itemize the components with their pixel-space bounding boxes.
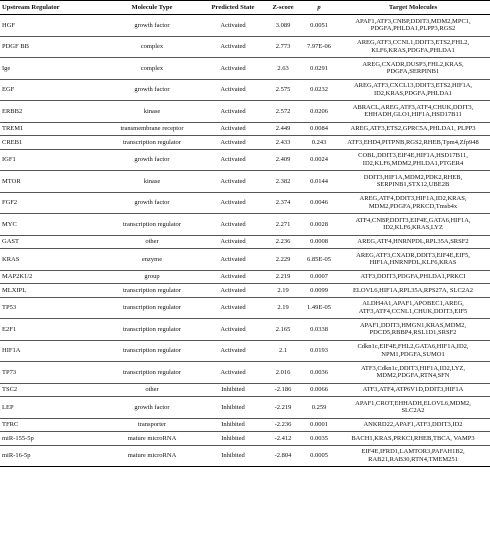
target-molecules-line: SLC2A2 bbox=[401, 407, 425, 415]
target-molecules-line: MDM2,PDGFA,RTN4,SFN bbox=[376, 372, 450, 380]
table-row bbox=[0, 235, 490, 249]
z-score-cell: 2.219 bbox=[264, 270, 302, 284]
table-row bbox=[0, 284, 490, 298]
z-score-cell: -2.236 bbox=[264, 418, 302, 432]
predicted-state-cell: Inhibited bbox=[202, 418, 264, 432]
p-value-cell: 6.85E-05 bbox=[302, 249, 336, 271]
z-score-cell: 2.19 bbox=[264, 284, 302, 298]
regulator-cell: TP53 bbox=[0, 297, 102, 319]
predicted-state-cell: Inhibited bbox=[202, 445, 264, 467]
regulator-cell: MTOR bbox=[0, 171, 102, 193]
z-score-cell: 2.575 bbox=[264, 79, 302, 101]
molecule-type-cell: growth factor bbox=[102, 192, 202, 214]
target-molecules-cell bbox=[336, 171, 490, 193]
target-molecules-line: ATF4,CNBP,DDIT3,EIF4E,GATA6,HIF1A, bbox=[355, 216, 471, 224]
target-molecules-line: AREG,ATF3,CXCL13,DDIT3,ETS2,HIF1A, bbox=[353, 82, 473, 90]
z-score-cell: -2.804 bbox=[264, 445, 302, 467]
target-molecules-line: AREG,ATF4,HNRNPDL,RPL35A,SRSF2 bbox=[357, 238, 469, 246]
p-value-cell: 0.243 bbox=[302, 136, 336, 150]
predicted-state-cell: Activated bbox=[202, 136, 264, 150]
target-molecules-cell bbox=[336, 249, 490, 271]
header-upstream-regulator: Upstream Regulator bbox=[0, 1, 102, 15]
molecule-type-cell: complex bbox=[102, 36, 202, 58]
target-molecules-cell bbox=[336, 270, 490, 284]
p-value-cell: 0.0051 bbox=[302, 15, 336, 37]
predicted-state-cell: Activated bbox=[202, 249, 264, 271]
table-row bbox=[0, 192, 490, 214]
predicted-state-cell: Activated bbox=[202, 149, 264, 171]
target-molecules-line: HIF1A,HNRNPDL,KLF6,KRAS bbox=[369, 259, 457, 267]
molecule-type-cell: growth factor bbox=[102, 149, 202, 171]
p-value-cell: 0.0338 bbox=[302, 319, 336, 341]
target-molecules-line: EIF4E,IFRD1,LAMTOR3,PAFAH1B2, bbox=[361, 448, 465, 456]
p-value-cell: 0.0232 bbox=[302, 79, 336, 101]
p-value-cell: 0.0291 bbox=[302, 58, 336, 80]
p-value-cell: 0.0028 bbox=[302, 214, 336, 236]
table-row bbox=[0, 418, 490, 432]
predicted-state-cell: Activated bbox=[202, 362, 264, 384]
target-molecules-line: DDIT3,HIF1A,MDM2,PDK2,RHEB, bbox=[363, 173, 463, 181]
molecule-type-cell: transcription regulator bbox=[102, 297, 202, 319]
target-molecules-line: PDGFA,PHLDA1,PLPP3,RGS2 bbox=[370, 25, 456, 33]
table-row bbox=[0, 432, 490, 446]
target-molecules-line: ID2,KLF6,MDM2,PHLDA1,PTGER4 bbox=[362, 159, 464, 167]
target-molecules-cell bbox=[336, 340, 490, 362]
z-score-cell: 2.271 bbox=[264, 214, 302, 236]
molecule-type-cell: kinase bbox=[102, 171, 202, 193]
target-molecules-line: ATF3,Cdkn1c,DDIT3,HIF1A,ID2,LYZ, bbox=[360, 364, 466, 372]
predicted-state-cell: Inhibited bbox=[202, 432, 264, 446]
target-molecules-line: COBL,DDIT3,EIF4E,HIF1A,HSD17B11, bbox=[358, 152, 468, 160]
table-row bbox=[0, 362, 490, 384]
regulator-cell: PDGF BB bbox=[0, 36, 102, 58]
regulator-cell: EGF bbox=[0, 79, 102, 101]
target-molecules-cell bbox=[336, 432, 490, 446]
z-score-cell: 2.229 bbox=[264, 249, 302, 271]
header-predicted-state: Predicted State bbox=[202, 1, 264, 15]
p-value-cell: 0.0036 bbox=[302, 362, 336, 384]
regulator-cell: miR-155-5p bbox=[0, 432, 102, 446]
predicted-state-cell: Activated bbox=[202, 235, 264, 249]
z-score-cell: 2.165 bbox=[264, 319, 302, 341]
regulator-cell: TSC2 bbox=[0, 383, 102, 397]
z-score-cell: 2.773 bbox=[264, 36, 302, 58]
regulator-cell: ERBB2 bbox=[0, 101, 102, 123]
z-score-cell: -2.186 bbox=[264, 383, 302, 397]
p-value-cell: 0.259 bbox=[302, 397, 336, 419]
target-molecules-line: AREG,ATF3,CXADR,DDIT3,EIF4E,EIF5, bbox=[356, 251, 470, 259]
table-row bbox=[0, 15, 490, 37]
target-molecules-line: AREG,CXADR,DUSP3,FHL2,KRAS, bbox=[362, 60, 464, 68]
molecule-type-cell: transporter bbox=[102, 418, 202, 432]
target-molecules-line: ELOVL6,HIF1A,RPL35A,RPS27A, SLC2A2 bbox=[352, 286, 474, 294]
target-molecules-line: SERPINB1,STX12,UBE2B bbox=[376, 181, 450, 189]
p-value-cell: 0.0001 bbox=[302, 418, 336, 432]
regulator-cell: TFRC bbox=[0, 418, 102, 432]
z-score-cell: 2.236 bbox=[264, 235, 302, 249]
target-molecules-line: ATF3,EHD4,PITPNB,RGS2,RHEB,Tpm4,Zfp948 bbox=[347, 138, 479, 146]
target-molecules-cell bbox=[336, 383, 490, 397]
target-molecules-line: PDGFA,SERPINB1 bbox=[386, 68, 440, 76]
target-molecules-cell bbox=[336, 79, 490, 101]
molecule-type-cell: transcription regulator bbox=[102, 362, 202, 384]
target-molecules-line: EHHADH,GLO1,HIF1A,HSD17B11 bbox=[364, 111, 462, 119]
target-molecules-cell bbox=[336, 284, 490, 298]
z-score-cell: 2.1 bbox=[264, 340, 302, 362]
regulator-cell: TREM1 bbox=[0, 122, 102, 136]
target-molecules-cell bbox=[336, 122, 490, 136]
z-score-cell: 2.374 bbox=[264, 192, 302, 214]
regulator-cell: CREB1 bbox=[0, 136, 102, 150]
target-molecules-line: APAF1,CROT,EHHADH,ELOVL6,MDM2, bbox=[355, 399, 471, 407]
target-molecules-cell bbox=[336, 136, 490, 150]
target-molecules-line: PDCD5,RBBP4,RSL1D1,SRSF2 bbox=[369, 329, 457, 337]
table-row bbox=[0, 122, 490, 136]
target-molecules-cell bbox=[336, 418, 490, 432]
molecule-type-cell: mature microRNA bbox=[102, 432, 202, 446]
regulator-cell: MYC bbox=[0, 214, 102, 236]
molecule-type-cell: complex bbox=[102, 58, 202, 80]
regulator-cell: LEP bbox=[0, 397, 102, 419]
table-row bbox=[0, 397, 490, 419]
regulator-cell: Ige bbox=[0, 58, 102, 80]
regulator-cell: MAP2K1/2 bbox=[0, 270, 102, 284]
target-molecules-line: ATF3,ATF4,ATP6V1D,DDIT3,HIF1A bbox=[362, 386, 464, 394]
molecule-type-cell: transcription regulator bbox=[102, 136, 202, 150]
target-molecules-line: ID2,KLF6,KRAS,LYZ bbox=[383, 224, 443, 232]
p-value-cell: 0.0024 bbox=[302, 149, 336, 171]
table-row bbox=[0, 36, 490, 58]
table-row bbox=[0, 214, 490, 236]
predicted-state-cell: Activated bbox=[202, 214, 264, 236]
table-row bbox=[0, 171, 490, 193]
molecule-type-cell: growth factor bbox=[102, 15, 202, 37]
target-molecules-line: ID2,KRAS,PDGFA,PHLDA1 bbox=[373, 89, 453, 97]
target-molecules-cell bbox=[336, 36, 490, 58]
table-row bbox=[0, 58, 490, 80]
z-score-cell: 2.409 bbox=[264, 149, 302, 171]
predicted-state-cell: Activated bbox=[202, 192, 264, 214]
table-row bbox=[0, 149, 490, 171]
target-molecules-cell bbox=[336, 445, 490, 467]
p-value-cell: 0.0035 bbox=[302, 432, 336, 446]
z-score-cell: 2.572 bbox=[264, 101, 302, 123]
regulator-cell: HGF bbox=[0, 15, 102, 37]
regulator-cell: TP73 bbox=[0, 362, 102, 384]
header-molecule-type: Molecule Type bbox=[102, 1, 202, 15]
predicted-state-cell: Activated bbox=[202, 340, 264, 362]
target-molecules-line: NPM1,PDGFA,SUMO1 bbox=[381, 350, 445, 358]
predicted-state-cell: Inhibited bbox=[202, 383, 264, 397]
molecule-type-cell: other bbox=[102, 383, 202, 397]
z-score-cell: -2.219 bbox=[264, 397, 302, 419]
table-header bbox=[0, 1, 490, 15]
p-value-cell: 0.0206 bbox=[302, 101, 336, 123]
molecule-type-cell: kinase bbox=[102, 101, 202, 123]
molecule-type-cell: transcription regulator bbox=[102, 319, 202, 341]
z-score-cell: 2.382 bbox=[264, 171, 302, 193]
predicted-state-cell: Activated bbox=[202, 58, 264, 80]
target-molecules-line: ATF3,ATF4,CCNL1,CHUK,DDIT3,EIF5 bbox=[358, 307, 468, 315]
table-row bbox=[0, 101, 490, 123]
p-value-cell: 0.0005 bbox=[302, 445, 336, 467]
molecule-type-cell: enzyme bbox=[102, 249, 202, 271]
target-molecules-cell bbox=[336, 235, 490, 249]
target-molecules-line: APAF1,ATF3,CNBP,DDIT3,MDM2,MPC1, bbox=[355, 17, 471, 25]
table-row bbox=[0, 249, 490, 271]
target-molecules-line: ABRACL,AREG,ATF3,ATF4,CHUK,DDIT3, bbox=[352, 103, 474, 111]
p-value-cell: 1.49E-05 bbox=[302, 297, 336, 319]
target-molecules-cell bbox=[336, 101, 490, 123]
p-value-cell: 0.0144 bbox=[302, 171, 336, 193]
predicted-state-cell: Activated bbox=[202, 15, 264, 37]
molecule-type-cell: transmembrane receptor bbox=[102, 122, 202, 136]
p-value-cell: 0.0193 bbox=[302, 340, 336, 362]
p-value-cell: 0.0099 bbox=[302, 284, 336, 298]
molecule-type-cell: growth factor bbox=[102, 79, 202, 101]
target-molecules-cell bbox=[336, 192, 490, 214]
target-molecules-line: AREG,ATF3,ETS2,GPRC5A,PHLDA1, PLPP3 bbox=[350, 125, 476, 133]
regulator-cell: FGF2 bbox=[0, 192, 102, 214]
p-value-cell: 0.0066 bbox=[302, 383, 336, 397]
regulator-cell: E2F1 bbox=[0, 319, 102, 341]
molecule-type-cell: transcription regulator bbox=[102, 214, 202, 236]
target-molecules-cell bbox=[336, 362, 490, 384]
header-target-molecules: Target Molecules bbox=[336, 1, 490, 15]
header-p-value: p bbox=[302, 1, 336, 15]
predicted-state-cell: Inhibited bbox=[202, 397, 264, 419]
z-score-cell: -2.412 bbox=[264, 432, 302, 446]
header-row bbox=[0, 1, 490, 15]
regulator-cell: IGF1 bbox=[0, 149, 102, 171]
table-row bbox=[0, 136, 490, 150]
predicted-state-cell: Activated bbox=[202, 79, 264, 101]
target-molecules-line: APAF1,DDIT3,HMGN1,KRAS,MDM2, bbox=[359, 321, 467, 329]
target-molecules-cell bbox=[336, 397, 490, 419]
target-molecules-line: RAB21,RAB30,RTN4,TMEM251 bbox=[368, 455, 458, 463]
z-score-cell: 2.433 bbox=[264, 136, 302, 150]
molecule-type-cell: group bbox=[102, 270, 202, 284]
target-molecules-line: AREG,ATF4,DDIT3,HIF1A,ID2,KRAS, bbox=[359, 195, 467, 203]
target-molecules-line: KLF6,KRAS,PDGFA,PHLDA1 bbox=[371, 46, 455, 54]
molecule-type-cell: mature microRNA bbox=[102, 445, 202, 467]
table-row bbox=[0, 79, 490, 101]
table-row bbox=[0, 383, 490, 397]
target-molecules-line: Cdkn1c,EIF4E,FHL2,GATA6,HIF1A,ID2, bbox=[357, 343, 469, 351]
molecule-type-cell: transcription regulator bbox=[102, 284, 202, 298]
molecule-type-cell: transcription regulator bbox=[102, 340, 202, 362]
z-score-cell: 3.089 bbox=[264, 15, 302, 37]
target-molecules-cell bbox=[336, 297, 490, 319]
target-molecules-cell bbox=[336, 15, 490, 37]
table-row bbox=[0, 340, 490, 362]
z-score-cell: 2.016 bbox=[264, 362, 302, 384]
regulator-cell: KRAS bbox=[0, 249, 102, 271]
molecule-type-cell: growth factor bbox=[102, 397, 202, 419]
target-molecules-line: MDM2,PDGFA,PRKCD,Tmsb4x bbox=[368, 202, 458, 210]
table-row bbox=[0, 270, 490, 284]
p-value-cell: 0.0084 bbox=[302, 122, 336, 136]
z-score-cell: 2.63 bbox=[264, 58, 302, 80]
predicted-state-cell: Activated bbox=[202, 284, 264, 298]
p-value-cell: 0.0007 bbox=[302, 270, 336, 284]
target-molecules-cell bbox=[336, 149, 490, 171]
predicted-state-cell: Activated bbox=[202, 101, 264, 123]
header-z-score: Z-score bbox=[264, 1, 302, 15]
predicted-state-cell: Activated bbox=[202, 171, 264, 193]
predicted-state-cell: Activated bbox=[202, 270, 264, 284]
target-molecules-line: ANKRD22,APAF1,ATF3,DDIT3,ID2 bbox=[363, 421, 463, 429]
regulator-cell: GAST bbox=[0, 235, 102, 249]
target-molecules-cell bbox=[336, 214, 490, 236]
p-value-cell: 7.97E-06 bbox=[302, 36, 336, 58]
table-row bbox=[0, 297, 490, 319]
p-value-cell: 0.0046 bbox=[302, 192, 336, 214]
target-molecules-cell bbox=[336, 58, 490, 80]
regulator-cell: MLXIPL bbox=[0, 284, 102, 298]
predicted-state-cell: Activated bbox=[202, 36, 264, 58]
predicted-state-cell: Activated bbox=[202, 297, 264, 319]
table-row bbox=[0, 445, 490, 467]
regulator-cell: HIF1A bbox=[0, 340, 102, 362]
target-molecules-line: ATF3,DDIT3,PDGFA,PHLDA1,PRKCI bbox=[360, 273, 466, 281]
predicted-state-cell: Activated bbox=[202, 319, 264, 341]
predicted-state-cell: Activated bbox=[202, 122, 264, 136]
target-molecules-line: BACH1,KRAS,PRKCI,RHEB,TBCA, VAMP3 bbox=[351, 434, 475, 442]
target-molecules-cell bbox=[336, 319, 490, 341]
target-molecules-line: AREG,ATF3,CCNL1,DDIT3,ETS2,FHL2, bbox=[357, 39, 469, 47]
p-value-cell: 0.0008 bbox=[302, 235, 336, 249]
table-body bbox=[0, 15, 490, 467]
table-row bbox=[0, 319, 490, 341]
z-score-cell: 2.19 bbox=[264, 297, 302, 319]
regulator-cell: miR-16-5p bbox=[0, 445, 102, 467]
z-score-cell: 2.449 bbox=[264, 122, 302, 136]
target-molecules-line: ALDH4A1,APAF1,APOBEC1,AREG, bbox=[362, 300, 464, 308]
molecule-type-cell: other bbox=[102, 235, 202, 249]
